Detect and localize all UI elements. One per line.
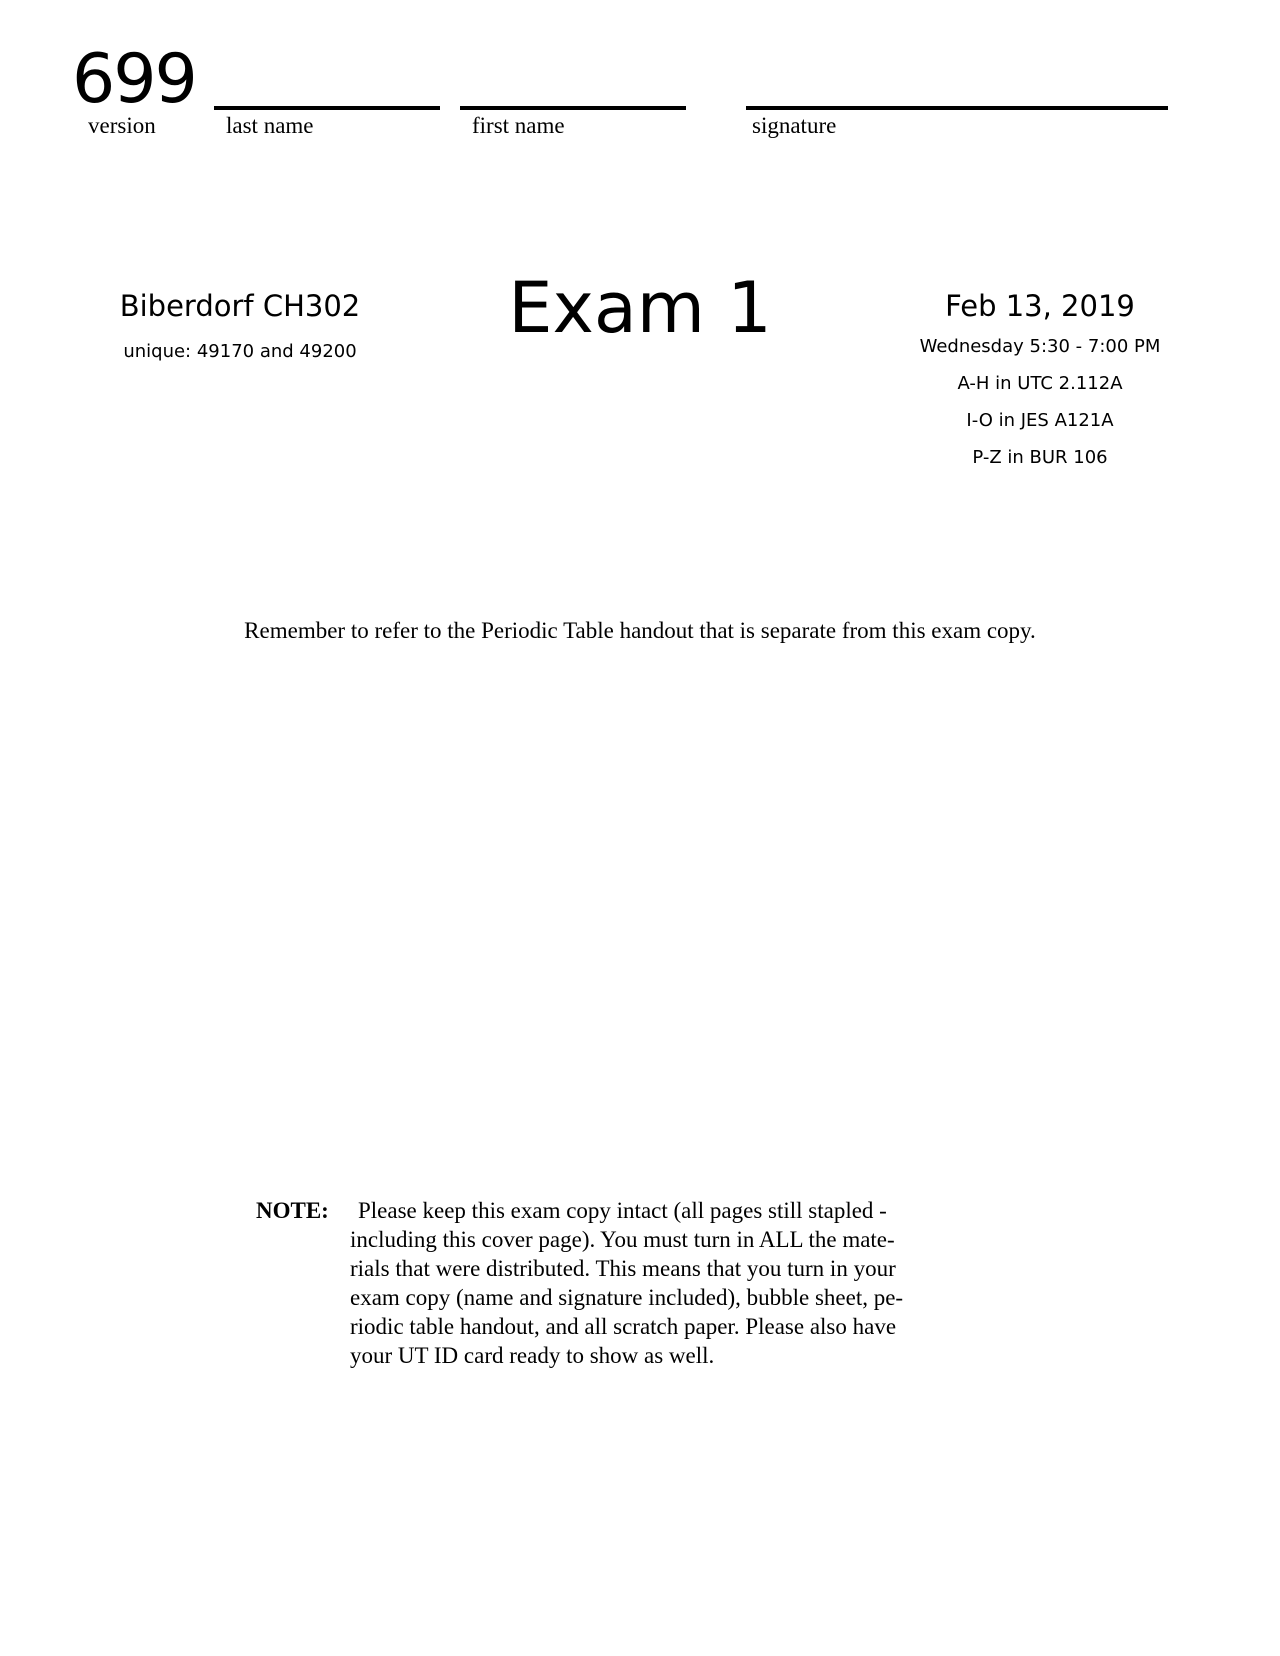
signature-line[interactable] bbox=[746, 106, 1168, 110]
last-name-label: last name bbox=[226, 113, 314, 138]
exam-date: Feb 13, 2019 bbox=[945, 289, 1135, 323]
version-label: version bbox=[88, 113, 156, 138]
course-name: Biberdorf CH302 bbox=[119, 289, 361, 323]
signature-label: signature bbox=[752, 113, 837, 138]
note-text-line: including this cover page). You must turn in ALL the mate- bbox=[350, 1227, 895, 1252]
last-name-line[interactable] bbox=[214, 106, 440, 110]
note-text-line: your UT ID card ready to show as well. bbox=[350, 1343, 715, 1368]
version-number: 699 bbox=[72, 40, 196, 119]
first-name-line[interactable] bbox=[460, 106, 686, 110]
room-assignment: A-H in UTC 2.112A bbox=[957, 373, 1123, 394]
note-text-line: rials that were distributed. This means that you turn in your bbox=[350, 1256, 896, 1281]
note-text-line: Please keep this exam copy intact (all pages still stapled - bbox=[358, 1198, 887, 1223]
periodic-table-reminder: Remember to refer to the Periodic Table handout that is separate from this exam copy. bbox=[244, 618, 1036, 643]
room-assignment: P-Z in BUR 106 bbox=[972, 447, 1108, 468]
exam-title: Exam 1 bbox=[508, 267, 772, 349]
note-label: NOTE: bbox=[256, 1198, 329, 1223]
note-text-line: riodic table handout, and all scratch paper. Please also have bbox=[350, 1314, 897, 1339]
first-name-label: first name bbox=[472, 113, 565, 138]
note-text-line: exam copy (name and signature included), bubble sheet, pe- bbox=[350, 1285, 904, 1310]
schedule-block bbox=[900, 288, 1180, 476]
room-assignment: I-O in JES A121A bbox=[966, 410, 1114, 431]
exam-time: Wednesday 5:30 - 7:00 PM bbox=[919, 336, 1161, 357]
course-unique-numbers: unique: 49170 and 49200 bbox=[123, 341, 357, 362]
